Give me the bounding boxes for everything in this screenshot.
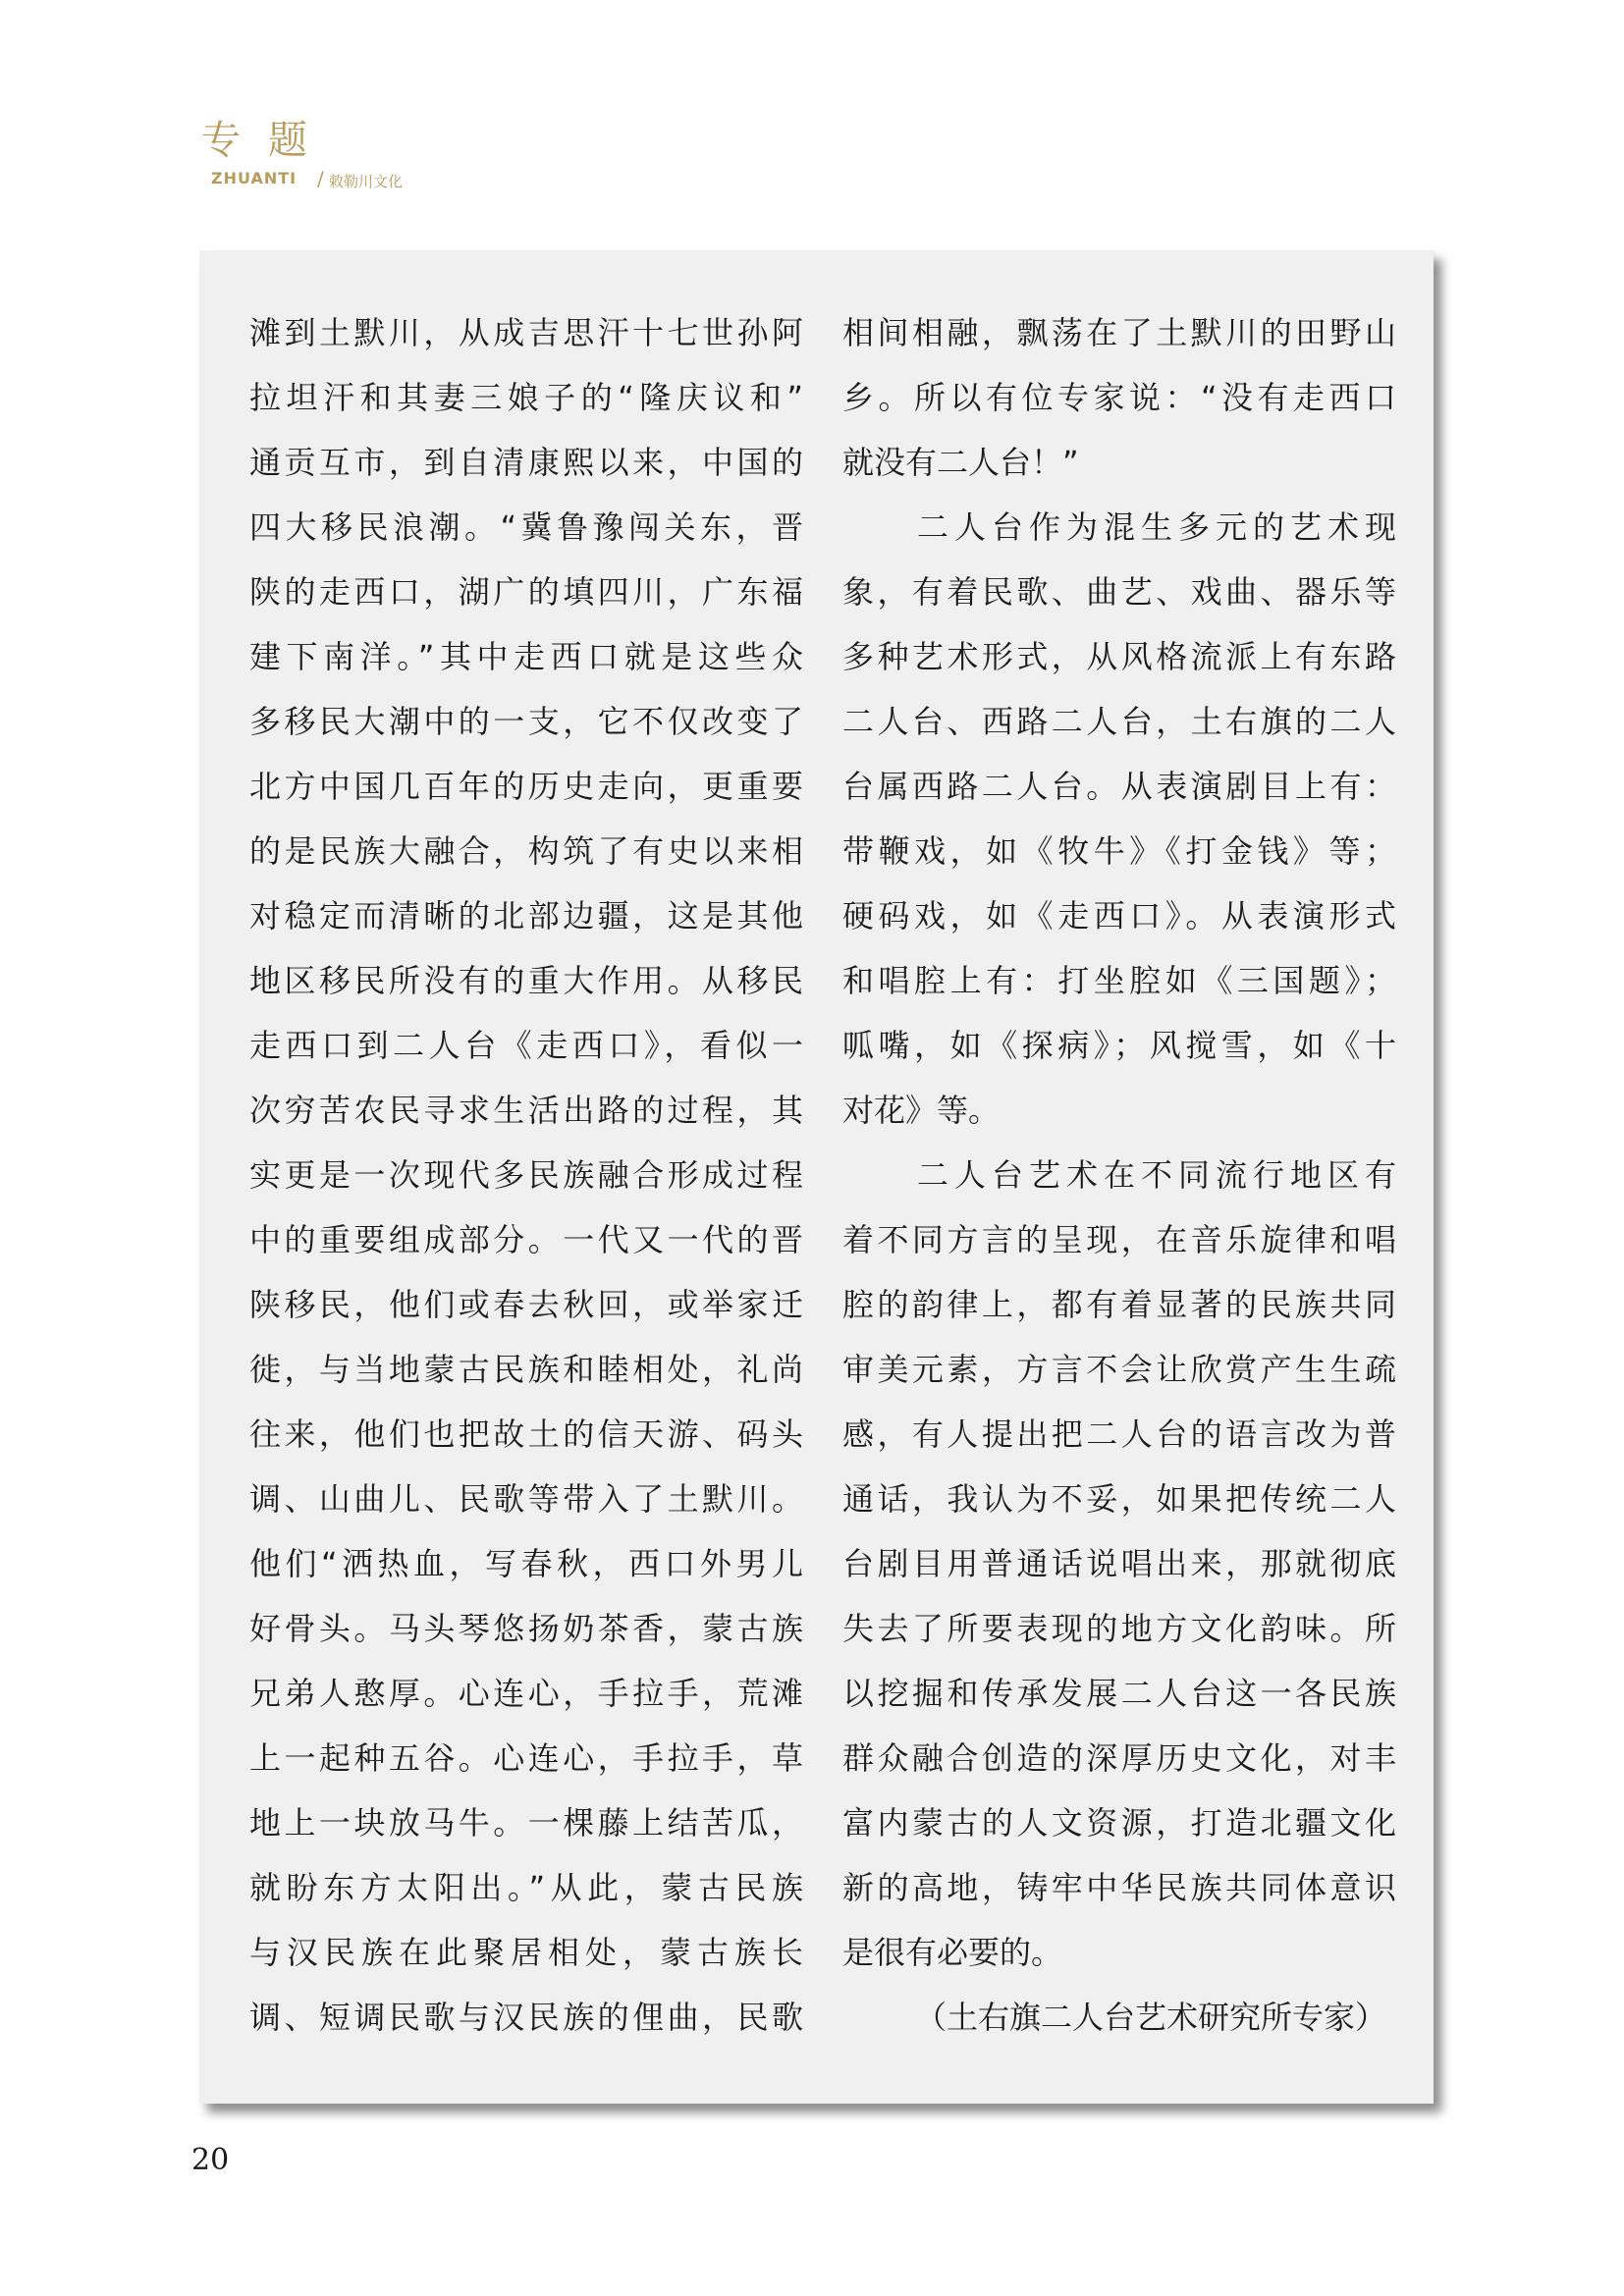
text-line: 通话，我认为不妥，如果把传统二人 <box>842 1480 1396 1518</box>
text-line: 地区移民所没有的重大作用。从移民 <box>249 962 803 999</box>
text-line: 他们“洒热血，写春秋，西口外男儿 <box>249 1545 803 1582</box>
text-line: 就盼东方太阳出。”从此，蒙古民族 <box>249 1869 803 1906</box>
text-line: 与汉民族在此聚居相处，蒙古族长 <box>249 1934 803 1971</box>
text-line: 通贡互市，到自清康熙以来，中国的 <box>249 444 803 481</box>
text-line: 多移民大潮中的一支，它不仅改变了 <box>249 703 803 740</box>
section-pinyin: ZHUANTI <box>211 169 298 187</box>
text-line: 和唱腔上有：打坐腔如《三国题》； <box>842 962 1396 999</box>
text-line: 对稳定而清晰的北部边疆，这是其他 <box>249 897 803 934</box>
text-line: 失去了所要表现的地方文化韵味。所 <box>842 1610 1396 1647</box>
column-name: 敕勒川文化 <box>329 173 404 190</box>
text-line: 滩到土默川，从成吉思汗十七世孙阿 <box>249 314 803 351</box>
text-line: 二人台作为混生多元的艺术现 <box>842 508 1396 546</box>
text-line: 着不同方言的呈现，在音乐旋律和唱 <box>842 1221 1396 1258</box>
magazine-header <box>201 116 790 204</box>
text-line: 好骨头。马头琴悠扬奶茶香，蒙古族 <box>249 1610 803 1647</box>
text-line: 多种艺术形式，从风格流派上有东路 <box>842 638 1396 675</box>
text-line: 徙，与当地蒙古民族和睦相处，礼尚 <box>249 1351 803 1388</box>
text-line: 上一起种五谷。心连心，手拉手，草 <box>249 1739 803 1777</box>
text-line: 二人台艺术在不同流行地区有 <box>842 1156 1396 1194</box>
left-text-column <box>249 300 803 2050</box>
page-number: 20 <box>191 2143 230 2177</box>
text-line: 往来，他们也把故土的信天游、码头 <box>249 1415 803 1453</box>
text-line: 地上一块放马牛。一棵藤上结苦瓜， <box>249 1804 803 1842</box>
text-line: 调、短调民歌与汉民族的俚曲，民歌 <box>249 1999 803 2036</box>
header-slash: / <box>317 167 324 190</box>
text-line: 带鞭戏，如《牧牛》《打金钱》等； <box>842 832 1396 870</box>
text-line: 感，有人提出把二人台的语言改为普 <box>842 1415 1396 1453</box>
text-line: 相间相融，飘荡在了土默川的田野山 <box>842 314 1396 351</box>
text-line: 台剧目用普通话说唱出来，那就彻底 <box>842 1545 1396 1582</box>
text-line: 是很有必要的。 <box>842 1934 1063 1971</box>
text-line: 实更是一次现代多民族融合形成过程 <box>249 1156 803 1194</box>
text-line: 北方中国几百年的历史走向，更重要 <box>249 768 803 805</box>
right-text-column <box>842 300 1396 2050</box>
text-line: 次穷苦农民寻求生活出路的过程，其 <box>249 1092 803 1129</box>
text-line: 台属西路二人台。从表演剧目上有： <box>842 768 1396 805</box>
text-line: 新的高地，铸牢中华民族共同体意识 <box>842 1869 1396 1906</box>
text-line: 的是民族大融合，构筑了有史以来相 <box>249 832 803 870</box>
text-line: 就没有二人台！” <box>842 444 1079 481</box>
text-line: 兄弟人憨厚。心连心，手拉手，荒滩 <box>249 1675 803 1712</box>
text-line: 陕的走西口，湖广的填四川，广东福 <box>249 573 803 611</box>
text-line: （土右旗二人台艺术研究所专家） <box>914 1999 1386 2036</box>
text-line: 中的重要组成部分。一代又一代的晋 <box>249 1221 803 1258</box>
text-line: 群众融合创造的深厚历史文化，对丰 <box>842 1739 1396 1777</box>
text-line: 走西口到二人台《走西口》，看似一 <box>249 1027 803 1064</box>
text-line: 审美元素，方言不会让欣赏产生生疏 <box>842 1351 1396 1388</box>
text-line: 呱嘴，如《探病》；风搅雪，如《十 <box>842 1027 1396 1064</box>
text-line: 对花》等。 <box>842 1092 1001 1129</box>
text-line: 调、山曲儿、民歌等带入了土默川。 <box>249 1480 803 1518</box>
text-line: 以挖掘和传承发展二人台这一各民族 <box>842 1675 1396 1712</box>
text-line: 四大移民浪潮。“冀鲁豫闯关东，晋 <box>249 508 803 546</box>
text-line: 乡。所以有位专家说：“没有走西口 <box>842 379 1396 416</box>
text-line: 建下南洋。”其中走西口就是这些众 <box>249 638 803 675</box>
text-line: 硬码戏，如《走西口》。从表演形式 <box>842 897 1396 934</box>
text-line: 象，有着民歌、曲艺、戏曲、器乐等 <box>842 573 1396 611</box>
text-line: 陕移民，他们或春去秋回，或举家迁 <box>249 1286 803 1323</box>
text-line: 二人台、西路二人台，土右旗的二人 <box>842 703 1396 740</box>
text-line: 拉坦汗和其妻三娘子的“隆庆议和” <box>249 379 803 416</box>
text-line: 富内蒙古的人文资源，打造北疆文化 <box>842 1804 1396 1842</box>
section-title: 专题 <box>201 118 335 163</box>
text-line: 腔的韵律上，都有着显著的民族共同 <box>842 1286 1396 1323</box>
